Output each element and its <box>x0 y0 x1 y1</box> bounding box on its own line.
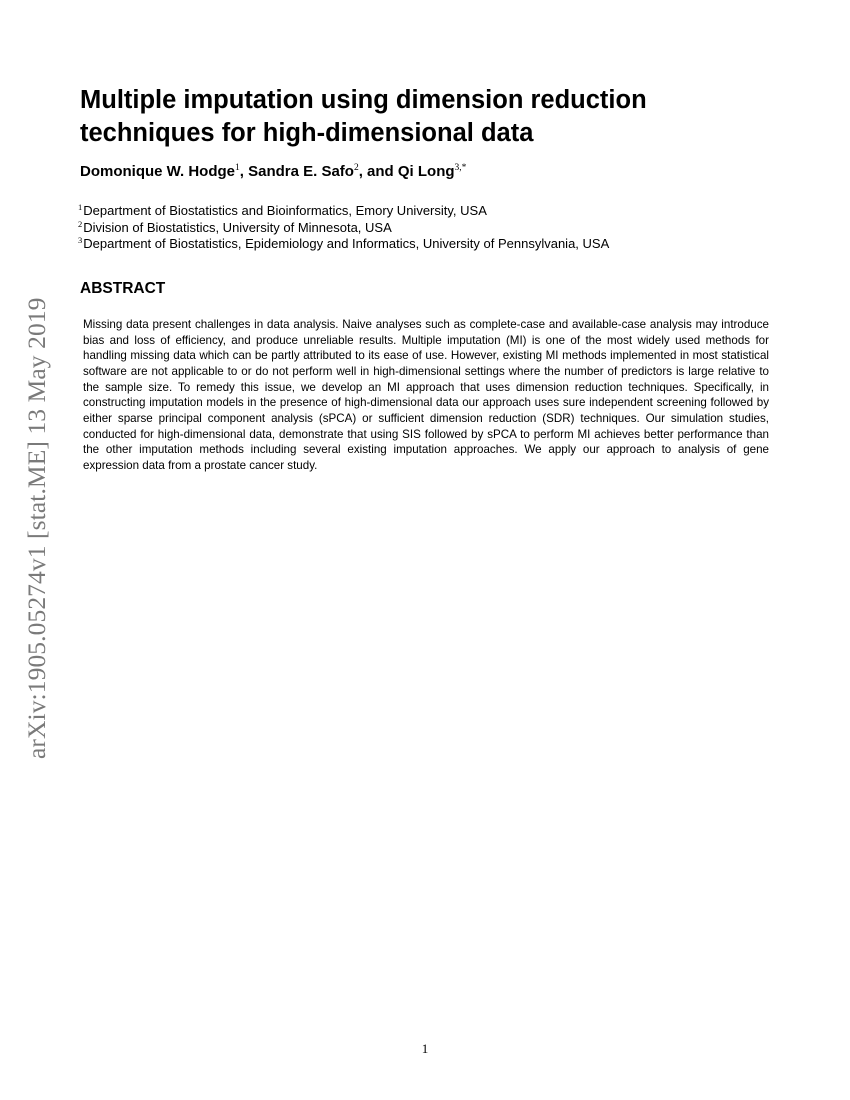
author-name: Qi Long <box>397 163 455 180</box>
page-number: 1 <box>421 1041 429 1056</box>
author-name: Domonique W. Hodge <box>80 163 235 180</box>
author-list <box>80 162 466 182</box>
affiliation-text: Division of Biostatistics, University of Minnesota, USA <box>83 219 392 235</box>
affiliation-mark: 2 <box>78 218 83 229</box>
affiliation-text: Department of Biostatistics, Epidemiology and Informatics, University of Pennsylvania, USA <box>83 236 610 251</box>
paper-title: Multiple imputation using dimension reduction techniques for high-dimensional data <box>80 86 647 147</box>
affiliation-mark: 3 <box>78 235 83 245</box>
author-separator: , <box>239 163 249 180</box>
affiliation-list <box>78 203 609 253</box>
author-name: Sandra E. Safo <box>248 163 354 180</box>
affiliation-line <box>78 236 609 253</box>
affiliation-line <box>78 203 609 220</box>
abstract-heading: ABSTRACT <box>80 280 166 297</box>
author-affiliation-mark: 1 <box>235 163 240 173</box>
arxiv-identifier-stamp: arXiv:1905.05274v1 [stat.ME] 13 May 2019 <box>22 297 51 759</box>
abstract-text: Missing data present challenges in data analysis. Naive analyses such as complete-case and available-case analysis may introduce bias and loss of efficiency, and produce unreliable results. Multiple imputation (MI) is one of the most widely used methods for handling missing data which can be partly attributed to its ease of use. However, existing MI methods implemented in most statistical software are not applicable to or do not perform well in high-dimensional settings where the number of predictors is large relative to the sample size. To remedy this issue, we develop an MI approach that uses dimension reduction techniques. Specifically, in constructing imputation models in the presence of high-dimensional data our approach uses sure independent screening followed by either sparse principal component analysis (sPCA) or sufficient dimension reduction (SDR) techniques. Our simulation studies, conducted for high-dimensional data, demonstrate that using SIS followed by sPCA to perform MI achieves better performance than the other imputation methods including several existing imputation approaches. We apply our approach to analysis of gene expression data from a prostate cancer study. <box>83 318 769 472</box>
author-separator: , and <box>358 163 398 180</box>
affiliation-line <box>78 220 609 237</box>
author-affiliation-mark: 2 <box>353 163 359 173</box>
affiliation-mark: 1 <box>78 202 83 212</box>
affiliation-text: Department of Biostatistics and Bioinformatics, Emory University, USA <box>83 203 487 218</box>
author-affiliation-mark: 3,* <box>454 163 467 173</box>
